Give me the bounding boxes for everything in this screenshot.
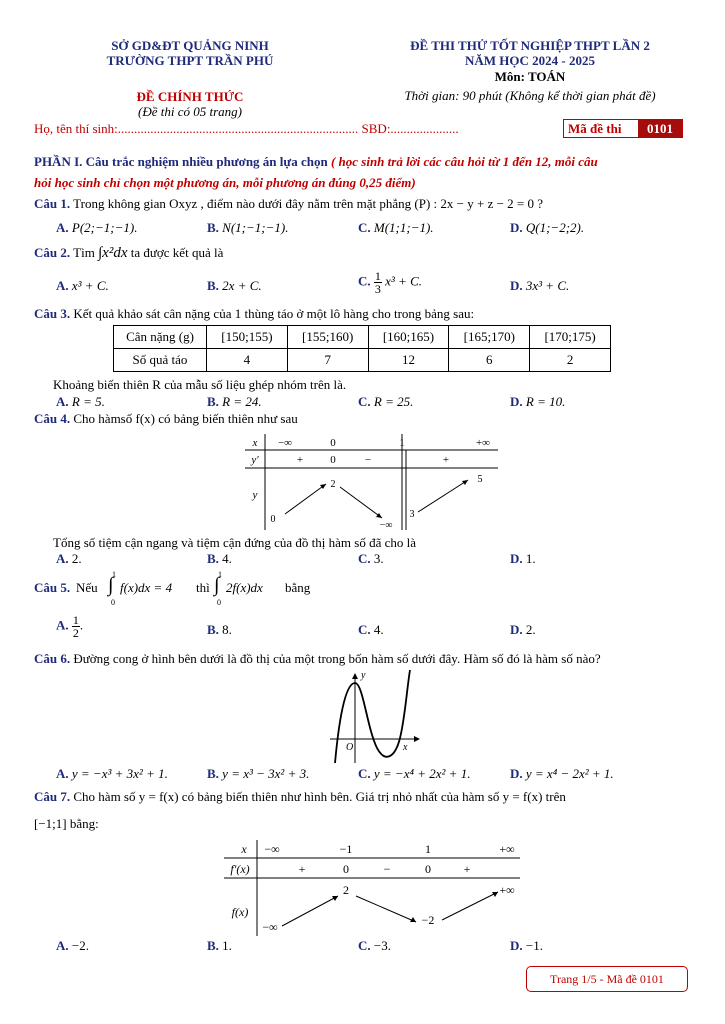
q3-option-d[interactable]: D. R = 10. xyxy=(510,394,566,409)
q7-sign: 0 xyxy=(425,862,431,876)
q7-sign: + xyxy=(463,862,471,876)
q4-x-val: 0 xyxy=(330,437,336,449)
q6-option-d[interactable]: D. y = x⁴ − 2x² + 1. xyxy=(510,766,614,781)
q7-option-c[interactable]: C. −3. xyxy=(358,938,391,953)
q7-f-val: 2 xyxy=(343,883,349,897)
q7-arrow-up xyxy=(442,892,498,920)
duration: Thời gian: 90 phút (Không kể thời gian phát đề) xyxy=(404,88,656,103)
part1-note-2: hỏi học sinh chỉ chọn một phương án, mỗi phương án đúng 0,25 điểm) xyxy=(34,175,416,190)
x-axis-label: x xyxy=(403,742,408,753)
q6-stem: Câu 6. Đường cong ở hình bên dưới là đồ thị của một trong bốn hàm số dưới đây. Hàm số đó là hàm số nào? xyxy=(34,651,601,666)
q4-x-val: −∞ xyxy=(277,437,293,449)
q3-frequency-table xyxy=(113,325,611,372)
q4-option-c[interactable]: C. 3. xyxy=(358,551,384,566)
exam-title: ĐỀ THI THỬ TỐT NGHIỆP THPT LẦN 2 xyxy=(410,38,650,53)
q6-option-c[interactable]: C. y = −x⁴ + 2x² + 1. xyxy=(358,766,471,781)
q7-stem: Câu 7. Cho hàm số y = f(x) có bảng biến thiên như hình bên. Giá trị nhỏ nhất của hàm số y = f(x) trên xyxy=(34,789,566,804)
q7-variation-table xyxy=(222,838,522,938)
q7-f-val: −2 xyxy=(421,913,435,927)
x-axis-arrow-icon xyxy=(414,736,420,742)
school-year: NĂM HỌC 2024 - 2025 xyxy=(465,53,595,68)
q3-stem: Câu 3. Kết quả khảo sát cân nặng của 1 thùng táo ở một lô hàng cho trong bảng sau: xyxy=(34,306,475,321)
q4-arrow-up xyxy=(285,484,326,514)
subject: Môn: TOÁN xyxy=(494,69,566,84)
q4-y-val: 0 xyxy=(270,514,276,525)
q5-option-a[interactable]: A. $\frac{1}{2}$ . xyxy=(56,613,84,640)
q5-stem: Câu 5. Nếu 1 ∫ 0 f(x)dx = 4 thì 1 ∫ 0 2f(x)dx bằng xyxy=(34,570,311,607)
q7-f-val: −∞ xyxy=(262,920,278,934)
q7-sign: − xyxy=(383,862,391,876)
q4-after-text: Tổng số tiệm cận ngang và tiệm cận đứng của đồ thị hàm số đã cho là xyxy=(53,535,417,550)
q4-sign: 0 xyxy=(330,454,336,466)
part1-note-1: ( học sinh trả lời các câu hỏi từ 1 đến 12, mỗi câu xyxy=(330,154,598,169)
q7-x-label: x xyxy=(241,842,247,856)
q7-x-val: −∞ xyxy=(264,842,280,856)
q6-graph xyxy=(325,668,425,768)
y-axis-label: y xyxy=(361,670,366,681)
q7-f-label: f(x) xyxy=(231,905,249,919)
q7-x-val: 1 xyxy=(425,842,431,856)
q4-sign: + xyxy=(296,454,304,466)
q5-option-b[interactable]: B. 8. xyxy=(207,622,232,637)
dept-name: SỞ GD&ĐT QUẢNG NINH xyxy=(111,38,269,53)
origin-label: O xyxy=(346,742,354,753)
q7-fp-label: f′(x) xyxy=(230,862,250,876)
q1-option-a[interactable]: A. P(2;−1;−1). xyxy=(56,220,138,235)
school-name: TRƯỜNG THPT TRẦN PHÚ xyxy=(106,53,274,68)
q6-option-b[interactable]: B. y = x³ − 3x² + 3. xyxy=(207,766,310,781)
q4-x-val: 1 xyxy=(399,437,405,449)
q4-option-d[interactable]: D. 1. xyxy=(510,551,536,566)
q3-table-row-count: Số quả táo 4 7 12 6 2 xyxy=(114,349,611,372)
q2-option-c[interactable]: C. $\frac{1}{3}$ x³ + C. xyxy=(358,269,423,296)
q3-option-a[interactable]: A. R = 5. xyxy=(56,394,105,409)
q2-option-b[interactable]: B. 2x + C. xyxy=(207,278,262,293)
q1-option-d[interactable]: D. Q(1;−2;2). xyxy=(510,220,585,235)
q3-after-text: Khoảng biến thiên R của mẫu số liệu ghép nhóm trên là. xyxy=(53,377,347,392)
q4-option-a[interactable]: A. 2. xyxy=(56,551,82,566)
q4-x-label: x xyxy=(252,437,258,449)
q4-sign: − xyxy=(364,454,372,466)
exam-code-label: Mã đề thi xyxy=(568,121,622,136)
q3-table-row-weight: Cân nặng (g) [150;155) [155;160) [160;165) [165;170) [170;175) xyxy=(114,326,611,349)
q7-option-b[interactable]: B. 1. xyxy=(207,938,232,953)
q7-x-val: +∞ xyxy=(499,842,515,856)
part1-heading xyxy=(34,154,598,170)
q2-option-d[interactable]: D. 3x³ + C. xyxy=(510,278,570,293)
q4-variation-table xyxy=(240,432,500,532)
q4-y-label: y xyxy=(252,489,258,501)
official-label: ĐỀ CHÍNH THỨC xyxy=(136,89,244,104)
exam-code-box xyxy=(563,119,683,138)
candidate-line: Họ, tên thí sinh:.......................................................................... SBD:..................... xyxy=(34,121,459,136)
q7-stem-2: [−1;1] bằng: xyxy=(34,816,99,831)
q4-arrow-down xyxy=(340,487,382,518)
q1-option-b[interactable]: B. N(1;−1;−1). xyxy=(207,220,289,235)
q6-option-a[interactable]: A. y = −x³ + 3x² + 1. xyxy=(56,766,168,781)
q2-stem: Câu 2. Tìm ∫x²dx ta được kết quả là xyxy=(34,245,224,261)
y-axis-arrow-icon xyxy=(352,673,358,679)
q4-y-val: 3 xyxy=(409,509,415,520)
q4-stem: Câu 4. Cho hàmsố f(x) có bảng biến thiên như sau xyxy=(34,411,298,426)
q5-option-d[interactable]: D. 2. xyxy=(510,622,536,637)
exam-code-value: 0101 xyxy=(638,120,682,137)
q7-option-a[interactable]: A. −2. xyxy=(56,938,89,953)
q4-y-val: 5 xyxy=(477,474,483,485)
q1-option-c[interactable]: C. M(1;1;−1). xyxy=(358,220,434,235)
q4-x-val: +∞ xyxy=(475,437,491,449)
q7-x-val: −1 xyxy=(339,842,353,856)
q7-f-val: +∞ xyxy=(499,883,515,897)
q4-option-b[interactable]: B. 4. xyxy=(207,551,232,566)
q5-option-c[interactable]: C. 4. xyxy=(358,622,384,637)
q4-yp-label: y′ xyxy=(251,454,259,466)
q3-option-b[interactable]: B. R = 24. xyxy=(207,394,262,409)
integral-sign-icon: ∫ xyxy=(108,574,114,596)
q4-y-val: −∞ xyxy=(379,520,393,531)
page-count: (Đề thi có 05 trang) xyxy=(138,104,242,119)
q2-integral: ∫x²dx xyxy=(98,245,128,261)
q7-option-d[interactable]: D. −1. xyxy=(510,938,543,953)
q4-y-val: 2 xyxy=(330,479,336,490)
q7-sign: + xyxy=(298,862,306,876)
q7-sign: 0 xyxy=(343,862,349,876)
q1-stem: Câu 1. Trong không gian Oxyz , điểm nào dưới đây nằm trên mặt phẳng (P) : 2x − y + z − 2 = 0 ? xyxy=(34,196,544,211)
part1-title: PHẦN I. Câu trắc nghiệm nhiều phương án lựa chọn xyxy=(34,154,328,169)
q3-option-c[interactable]: C. R = 25. xyxy=(358,394,414,409)
q7-arrow-down xyxy=(356,896,416,922)
q2-option-a[interactable]: A. x³ + C. xyxy=(56,278,109,293)
q4-arrow-up xyxy=(418,480,468,512)
integral-sign-icon: ∫ xyxy=(214,574,220,596)
page-footer: Trang 1/5 - Mã đề 0101 xyxy=(526,966,688,992)
q4-sign: + xyxy=(442,454,450,466)
q7-arrow-up xyxy=(282,896,338,926)
